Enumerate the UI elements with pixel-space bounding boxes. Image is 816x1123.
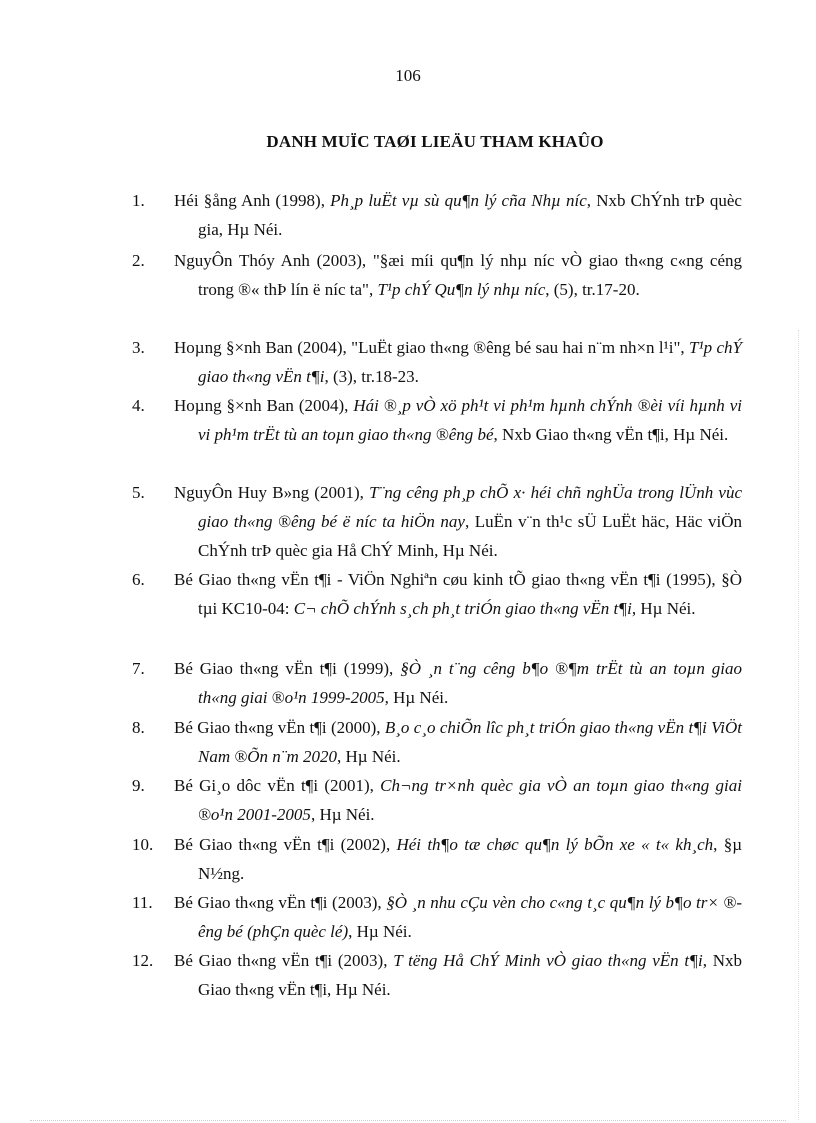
reference-text: , (3), tr.18-23.	[324, 367, 419, 386]
reference-title: Ch¬ng tr×nh quèc gia vÒ an toµn giao th«ng giai ®o¹n 2001-2005	[198, 776, 742, 824]
reference-number: 10.	[132, 835, 154, 854]
reference-number: 5.	[132, 483, 145, 502]
reference-item	[132, 888, 742, 946]
reference-text: , (5), tr.17-20.	[545, 280, 640, 299]
reference-item	[132, 391, 742, 449]
reference-item	[132, 713, 742, 771]
reference-title: Hái ®¸p vÒ xö ph¹t vi ph¹m hµnh chÝnh ®èi víi hµnh vi vi ph¹m trËt tù an toµn giao th«ng ®êng bé	[198, 396, 742, 444]
reference-number: 4.	[132, 396, 145, 415]
reference-text: Bé Giao th«ng vËn t¶i (2002),	[174, 835, 397, 854]
reference-text: , Hµ Néi.	[310, 805, 375, 824]
reference-number: 12.	[132, 951, 154, 970]
reference-title: C¬ chÕ chÝnh s¸ch ph¸t triÓn giao th«ng vËn t¶i	[293, 599, 632, 618]
page-title: DANH MUÏC TAØI LIEÄU THAM KHAÛO	[266, 132, 604, 151]
reference-title: Héi th¶o tæ chøc qu¶n lý bÕn xe « t« kh¸ch	[396, 835, 714, 854]
reference-text: , Hµ Néi.	[384, 688, 449, 707]
page-bottom-rule	[30, 1120, 786, 1121]
reference-number: 9.	[132, 776, 145, 795]
reference-text: Bé Giao th«ng vËn t¶i - ViÖn Nghiªn cøu kinh tÕ giao th«ng vËn t¶i (1995), §Ò tµi KC10-04:	[174, 570, 742, 618]
reference-text: , Nxb ChÝnh trÞ quèc gia, Hµ Néi.	[198, 191, 742, 239]
reference-text: , Hµ Néi.	[631, 599, 696, 618]
reference-title: B¸o c¸o chiÕn lîc ph¸t triÓn giao th«ng vËn t¶i ViÖt Nam ®Õn n¨m 2020	[198, 718, 742, 766]
reference-title: T¹p chÝ giao th«ng vËn t¶i	[198, 338, 742, 386]
reference-item	[132, 565, 742, 623]
reference-number: 2.	[132, 251, 145, 270]
reference-text: , Nxb Giao th«ng vËn t¶i, Hµ Néi.	[198, 951, 742, 999]
reference-text: Hoµng §×nh Ban (2004), "LuËt giao th«ng ®êng bé sau hai n¨m nh×n l¹i",	[174, 338, 690, 357]
reference-text: , §µ N½ng.	[198, 835, 742, 883]
reference-text: Bé Giao th«ng vËn t¶i (2003),	[174, 893, 387, 912]
reference-title: T¨ng cêng ph¸p chÕ x· héi chñ nghÜa trong lÜnh vùc giao th«ng ®êng bé ë níc ta hiÖn nay	[198, 483, 743, 531]
reference-number: 8.	[132, 718, 145, 737]
reference-item	[132, 333, 742, 391]
reference-text: , LuËn v¨n th¹c sÜ LuËt häc, Häc viÖn ChÝnh trÞ quèc gia Hå ChÝ Minh, Hµ Néi.	[198, 512, 742, 560]
reference-item	[132, 830, 742, 888]
reference-number: 6.	[132, 570, 145, 589]
reference-text: Hoµng §×nh Ban (2004),	[174, 396, 354, 415]
reference-text: NguyÔn Huy B»ng (2001),	[174, 483, 370, 502]
reference-text: Bé Gi¸o dôc vËn t¶i (2001),	[174, 776, 381, 795]
reference-text: Héi §ång Anh (1998),	[174, 191, 331, 210]
reference-title: §Ò ¸n t¨ng cêng b¶o ®¶m trËt tù an toµn giao th«ng giai ®o¹n 1999-2005	[198, 659, 743, 707]
reference-text: Bé Giao th«ng vËn t¶i (2000),	[174, 718, 385, 737]
reference-number: 7.	[132, 659, 145, 678]
reference-number: 1.	[132, 191, 145, 210]
reference-item	[132, 246, 742, 304]
reference-item	[132, 478, 742, 565]
reference-text: , Hµ Néi.	[348, 922, 412, 941]
reference-item	[132, 946, 742, 1004]
reference-title: T tëng Hå ChÝ Minh vÒ giao th«ng vËn t¶i	[393, 951, 703, 970]
reference-text: Bé Giao th«ng vËn t¶i (1999),	[174, 659, 401, 678]
reference-number: 3.	[132, 338, 145, 357]
reference-title: §Ò ¸n nhu cÇu vèn cho c«ng t¸c qu¶n lý b¶o tr× ®êng bé (phÇn quèc lé)	[198, 893, 742, 941]
reference-item	[132, 771, 742, 829]
reference-item	[132, 186, 742, 244]
reference-text: , Nxb Giao th«ng vËn t¶i, Hµ Néi.	[493, 425, 729, 444]
page-edge-rule	[798, 330, 799, 1120]
reference-title: Ph¸p luËt vµ sù qu¶n lý cña Nhµ níc	[330, 191, 587, 210]
reference-text: , Hµ Néi.	[337, 747, 401, 766]
reference-item	[132, 654, 742, 712]
page-number: 106	[395, 66, 421, 85]
reference-text: Bé Giao th«ng vËn t¶i (2003),	[174, 951, 394, 970]
reference-title: T¹p chÝ Qu¶n lý nhµ níc	[377, 280, 546, 299]
reference-number: 11.	[132, 893, 153, 912]
reference-text: NguyÔn Thóy Anh (2003), "§æi míi qu¶n lý nhµ níc vÒ giao th«ng c«ng céng trong ®« thÞ lín ë níc ta",	[174, 251, 742, 299]
